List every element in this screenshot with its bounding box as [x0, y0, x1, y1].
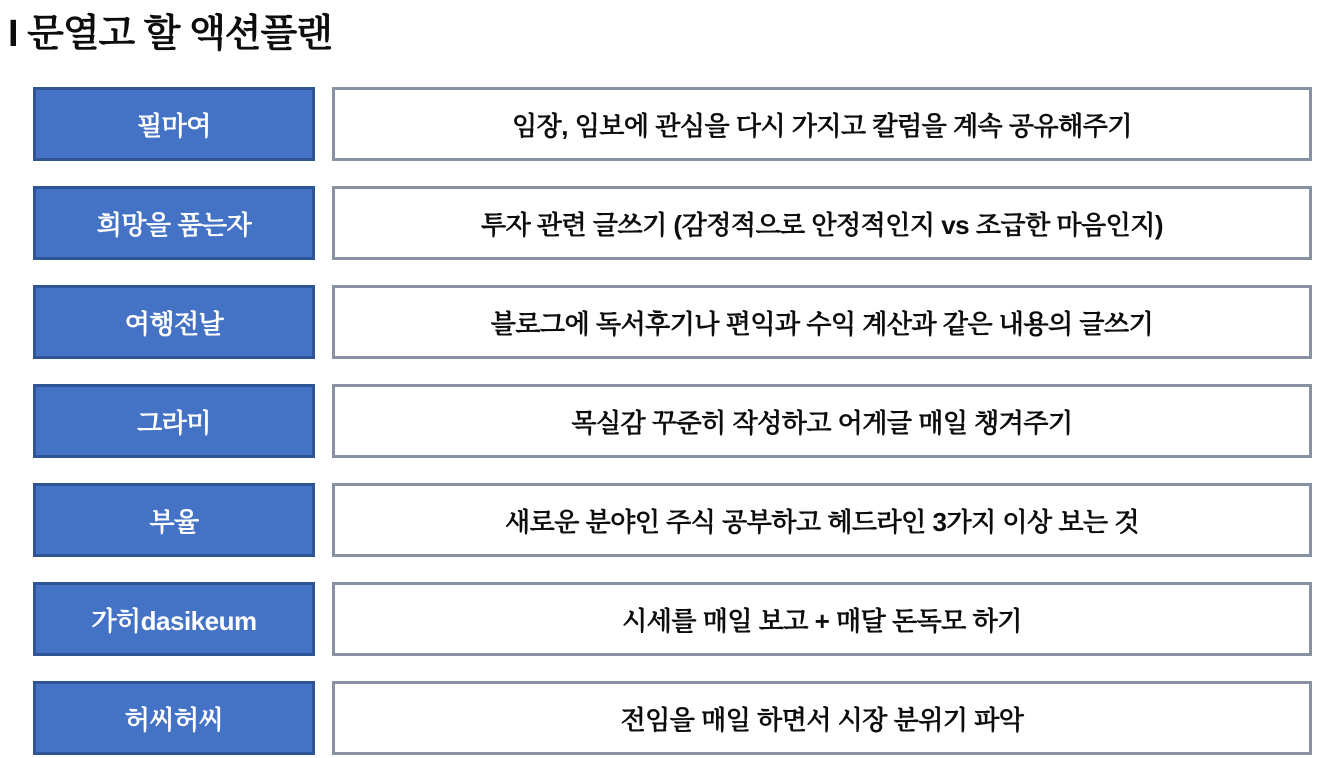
table-row [33, 186, 1312, 260]
person-name: 여행전날 [124, 308, 224, 339]
action-item-box [332, 87, 1312, 161]
action-text: 목실감 꾸준히 작성하고 어게글 매일 챙겨주기 [571, 407, 1073, 438]
action-item-box [332, 186, 1312, 260]
action-text: 투자 관련 글쓰기 (감정적으로 안정적인지 vs 조급한 마음인지) [480, 209, 1164, 240]
action-text: 전임을 매일 하면서 시장 분위기 파악 [620, 704, 1024, 735]
action-plan-table [33, 87, 1312, 755]
action-item-box [332, 285, 1312, 359]
person-name: 그라미 [137, 407, 211, 438]
person-label-box [33, 384, 315, 458]
action-item-box [332, 384, 1312, 458]
person-name: 가히dasikeum [91, 605, 257, 636]
action-text: 임장, 임보에 관심을 다시 가지고 칼럼을 계속 공유해주기 [512, 110, 1132, 141]
person-name: 허씨허씨 [124, 704, 224, 735]
action-text: 블로그에 독서후기나 편익과 수익 계산과 같은 내용의 글쓰기 [490, 308, 1154, 339]
action-text: 새로운 분야인 주식 공부하고 헤드라인 3가지 이상 보는 것 [505, 506, 1139, 537]
action-text: 시세를 매일 보고 + 매달 돈독모 하기 [622, 605, 1022, 636]
table-row [33, 483, 1312, 557]
table-row [33, 582, 1312, 656]
action-item-box [332, 483, 1312, 557]
table-row [33, 384, 1312, 458]
person-label-box [33, 681, 315, 755]
action-item-box [332, 582, 1312, 656]
person-label-box [33, 582, 315, 656]
person-name: 부율 [149, 506, 199, 537]
table-row [33, 681, 1312, 755]
person-label-box [33, 87, 315, 161]
person-label-box [33, 186, 315, 260]
person-label-box [33, 483, 315, 557]
page-title: I 문열고 할 액션플랜 [8, 13, 332, 55]
person-name: 희망을 품는자 [96, 209, 252, 240]
person-name: 필마여 [137, 110, 211, 141]
person-label-box [33, 285, 315, 359]
action-item-box [332, 681, 1312, 755]
table-row [33, 87, 1312, 161]
table-row [33, 285, 1312, 359]
